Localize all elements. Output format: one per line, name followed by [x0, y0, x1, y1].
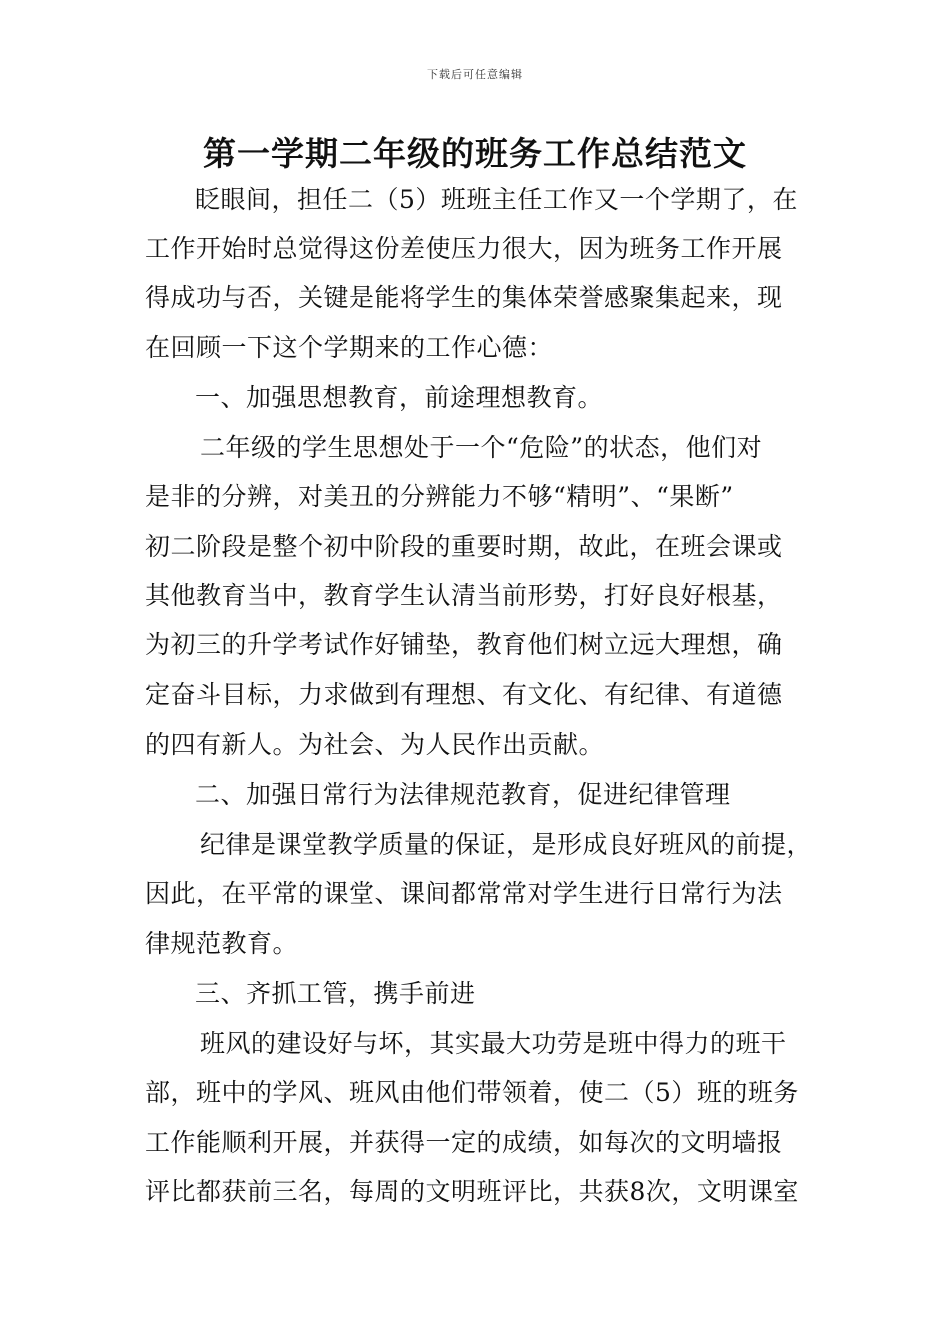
paragraph-line: 眨眼间，担任二（5）班班主任工作又一个学期了，在: [195, 185, 798, 214]
paragraph-line: 二年级的学生思想处于一个“危险”的状态，他们对: [200, 433, 763, 462]
paragraph-line: 工作能顺利开展，并获得一定的成绩，如每次的文明墙报: [145, 1128, 783, 1157]
paragraph-line: 定奋斗目标，力求做到有理想、有文化、有纪律、有道德: [145, 680, 783, 709]
paragraph-line: 是非的分辨，对美丑的分辨能力不够“精明”、“果断”: [145, 482, 734, 511]
paragraph-line: 得成功与否，关键是能将学生的集体荣誉感聚集起来，现: [145, 283, 783, 312]
document-title: 第一学期二年级的班务工作总结范文: [203, 134, 747, 173]
paragraph-line: 其他教育当中，教育学生认清当前形势，打好良好根基，: [145, 581, 783, 610]
paragraph-line: 纪律是课堂教学质量的保证，是形成良好班风的前提，: [200, 830, 813, 859]
paragraph-line: 律规范教育。: [145, 929, 299, 958]
header-note: 下载后可任意编辑: [427, 68, 523, 81]
paragraph-line: 为初三的升学考试作好铺垫，教育他们树立远大理想，确: [145, 630, 783, 659]
paragraph-line: 工作开始时总觉得这份差使压力很大，因为班务工作开展: [145, 234, 783, 263]
paragraph-line: 因此，在平常的课堂、课间都常常对学生进行日常行为法: [145, 879, 783, 908]
section-heading-2: 二、加强日常行为法律规范教育，促进纪律管理: [195, 780, 731, 809]
paragraph-line: 的四有新人。为社会、为人民作出贡献。: [145, 730, 605, 759]
paragraph-line: 初二阶段是整个初中阶段的重要时期，故此，在班会课或: [145, 532, 783, 561]
paragraph-line: 在回顾一下这个学期来的工作心德：: [145, 333, 554, 362]
section-heading-3: 三、齐抓工管，携手前进: [195, 979, 476, 1008]
paragraph-line: 评比都获前三名，每周的文明班评比，共获8次，文明课室: [145, 1177, 799, 1206]
paragraph-line: 班风的建设好与坏，其实最大功劳是班中得力的班干: [200, 1029, 787, 1058]
paragraph-line: 部，班中的学风、班风由他们带领着，使二（5）班的班务: [145, 1078, 799, 1107]
section-heading-1: 一、加强思想教育，前途理想教育。: [195, 383, 604, 412]
